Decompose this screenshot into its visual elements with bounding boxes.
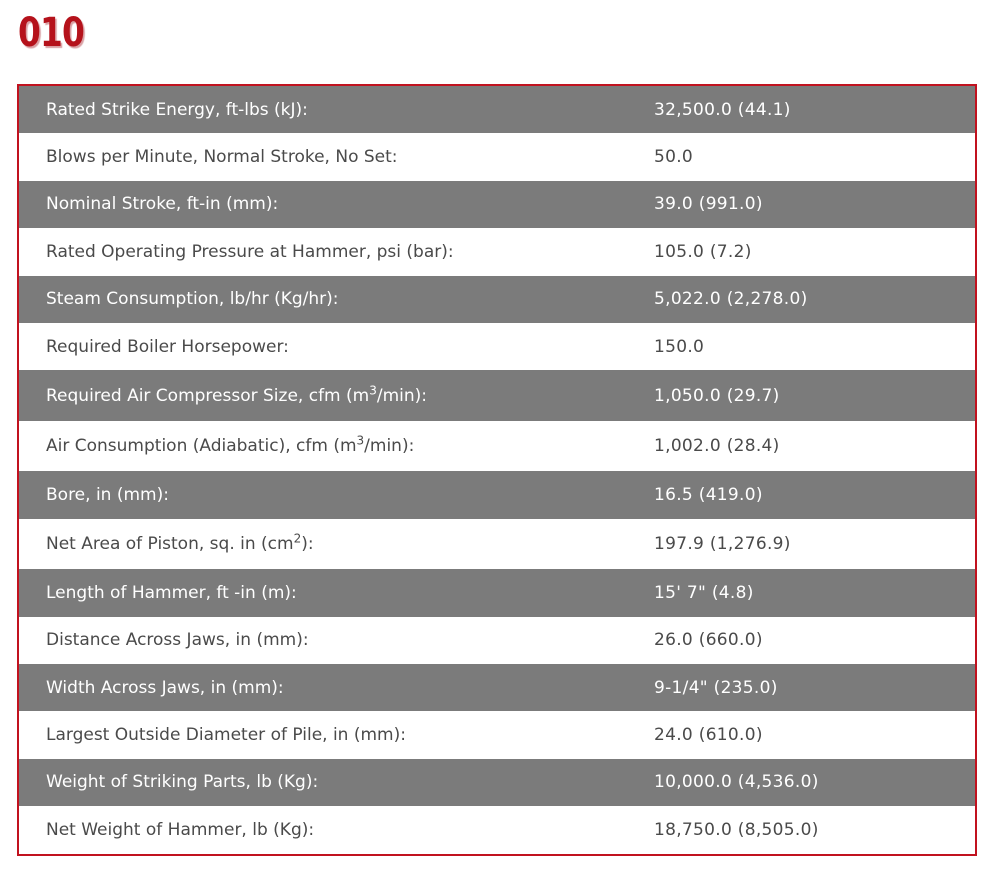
spec-label: Rated Operating Pressure at Hammer, psi (bar): xyxy=(46,241,454,262)
superscript: 3 xyxy=(356,433,365,448)
spec-label xyxy=(19,531,654,554)
spec-value: 197.9 (1,276.9) xyxy=(654,533,791,554)
spec-label: Blows per Minute, Normal Stroke, No Set: xyxy=(46,147,398,168)
spec-value: 10,000.0 (4,536.0) xyxy=(654,772,819,793)
spec-label: Distance Across Jaws, in (mm): xyxy=(46,630,309,651)
spec-row xyxy=(19,759,975,806)
spec-table xyxy=(17,84,977,856)
spec-row xyxy=(19,323,975,370)
spec-label: Weight of Striking Parts, lb (Kg): xyxy=(46,772,319,793)
spec-label-text: /min): xyxy=(364,436,415,457)
spec-row xyxy=(19,421,975,472)
spec-value: 15' 7" (4.8) xyxy=(654,582,754,603)
spec-row xyxy=(19,664,975,711)
spec-label-text: Air Consumption (Adiabatic), cfm (m xyxy=(46,436,357,457)
spec-row xyxy=(19,519,975,570)
spec-row xyxy=(19,228,975,275)
spec-value: 24.0 (610.0) xyxy=(654,725,763,746)
superscript: 2 xyxy=(293,531,302,546)
spec-label: Steam Consumption, lb/hr (Kg/hr): xyxy=(46,289,339,310)
spec-value: 1,050.0 (29.7) xyxy=(654,385,780,406)
superscript: 3 xyxy=(369,382,377,397)
spec-value: 150.0 xyxy=(654,336,705,357)
spec-row xyxy=(19,276,975,323)
spec-value: 18,750.0 (8,505.0) xyxy=(654,819,819,840)
spec-label-text: ): xyxy=(301,533,314,554)
spec-row xyxy=(19,370,975,421)
spec-value: 1,002.0 (28.4) xyxy=(654,436,780,457)
spec-label: Rated Strike Energy, ft-lbs (kJ): xyxy=(46,99,308,120)
spec-label: Width Across Jaws, in (mm): xyxy=(46,677,284,698)
spec-row xyxy=(19,471,975,518)
spec-label-text: /min): xyxy=(376,385,428,406)
spec-label xyxy=(19,382,654,406)
spec-value: 9-1/4" (235.0) xyxy=(654,677,778,698)
spec-label xyxy=(19,433,654,457)
spec-row xyxy=(19,133,975,180)
spec-value: 50.0 xyxy=(654,147,694,168)
spec-value: 105.0 (7.2) xyxy=(654,241,752,262)
spec-label-text: Net Area of Piston, sq. in (cm xyxy=(46,533,294,554)
spec-label-text: Required Air Compressor Size, cfm (m xyxy=(46,385,370,406)
spec-label: Net Weight of Hammer, lb (Kg): xyxy=(46,819,315,840)
spec-label: Largest Outside Diameter of Pile, in (mm): xyxy=(46,725,406,746)
spec-row xyxy=(19,86,975,133)
spec-value: 39.0 (991.0) xyxy=(654,194,763,215)
spec-value: 5,022.0 (2,278.0) xyxy=(654,289,808,310)
spec-value: 26.0 (660.0) xyxy=(654,630,763,651)
spec-row xyxy=(19,711,975,758)
spec-value: 16.5 (419.0) xyxy=(654,485,763,506)
spec-row xyxy=(19,617,975,664)
spec-label: Nominal Stroke, ft-in (mm): xyxy=(46,194,279,215)
spec-row xyxy=(19,569,975,616)
spec-label: Length of Hammer, ft -in (m): xyxy=(46,582,297,603)
model-title: 010 xyxy=(18,10,85,56)
spec-row xyxy=(19,181,975,228)
spec-label: Bore, in (mm): xyxy=(46,485,169,506)
spec-label: Required Boiler Horsepower: xyxy=(46,336,289,357)
spec-row xyxy=(19,806,975,853)
spec-value: 32,500.0 (44.1) xyxy=(654,99,791,120)
